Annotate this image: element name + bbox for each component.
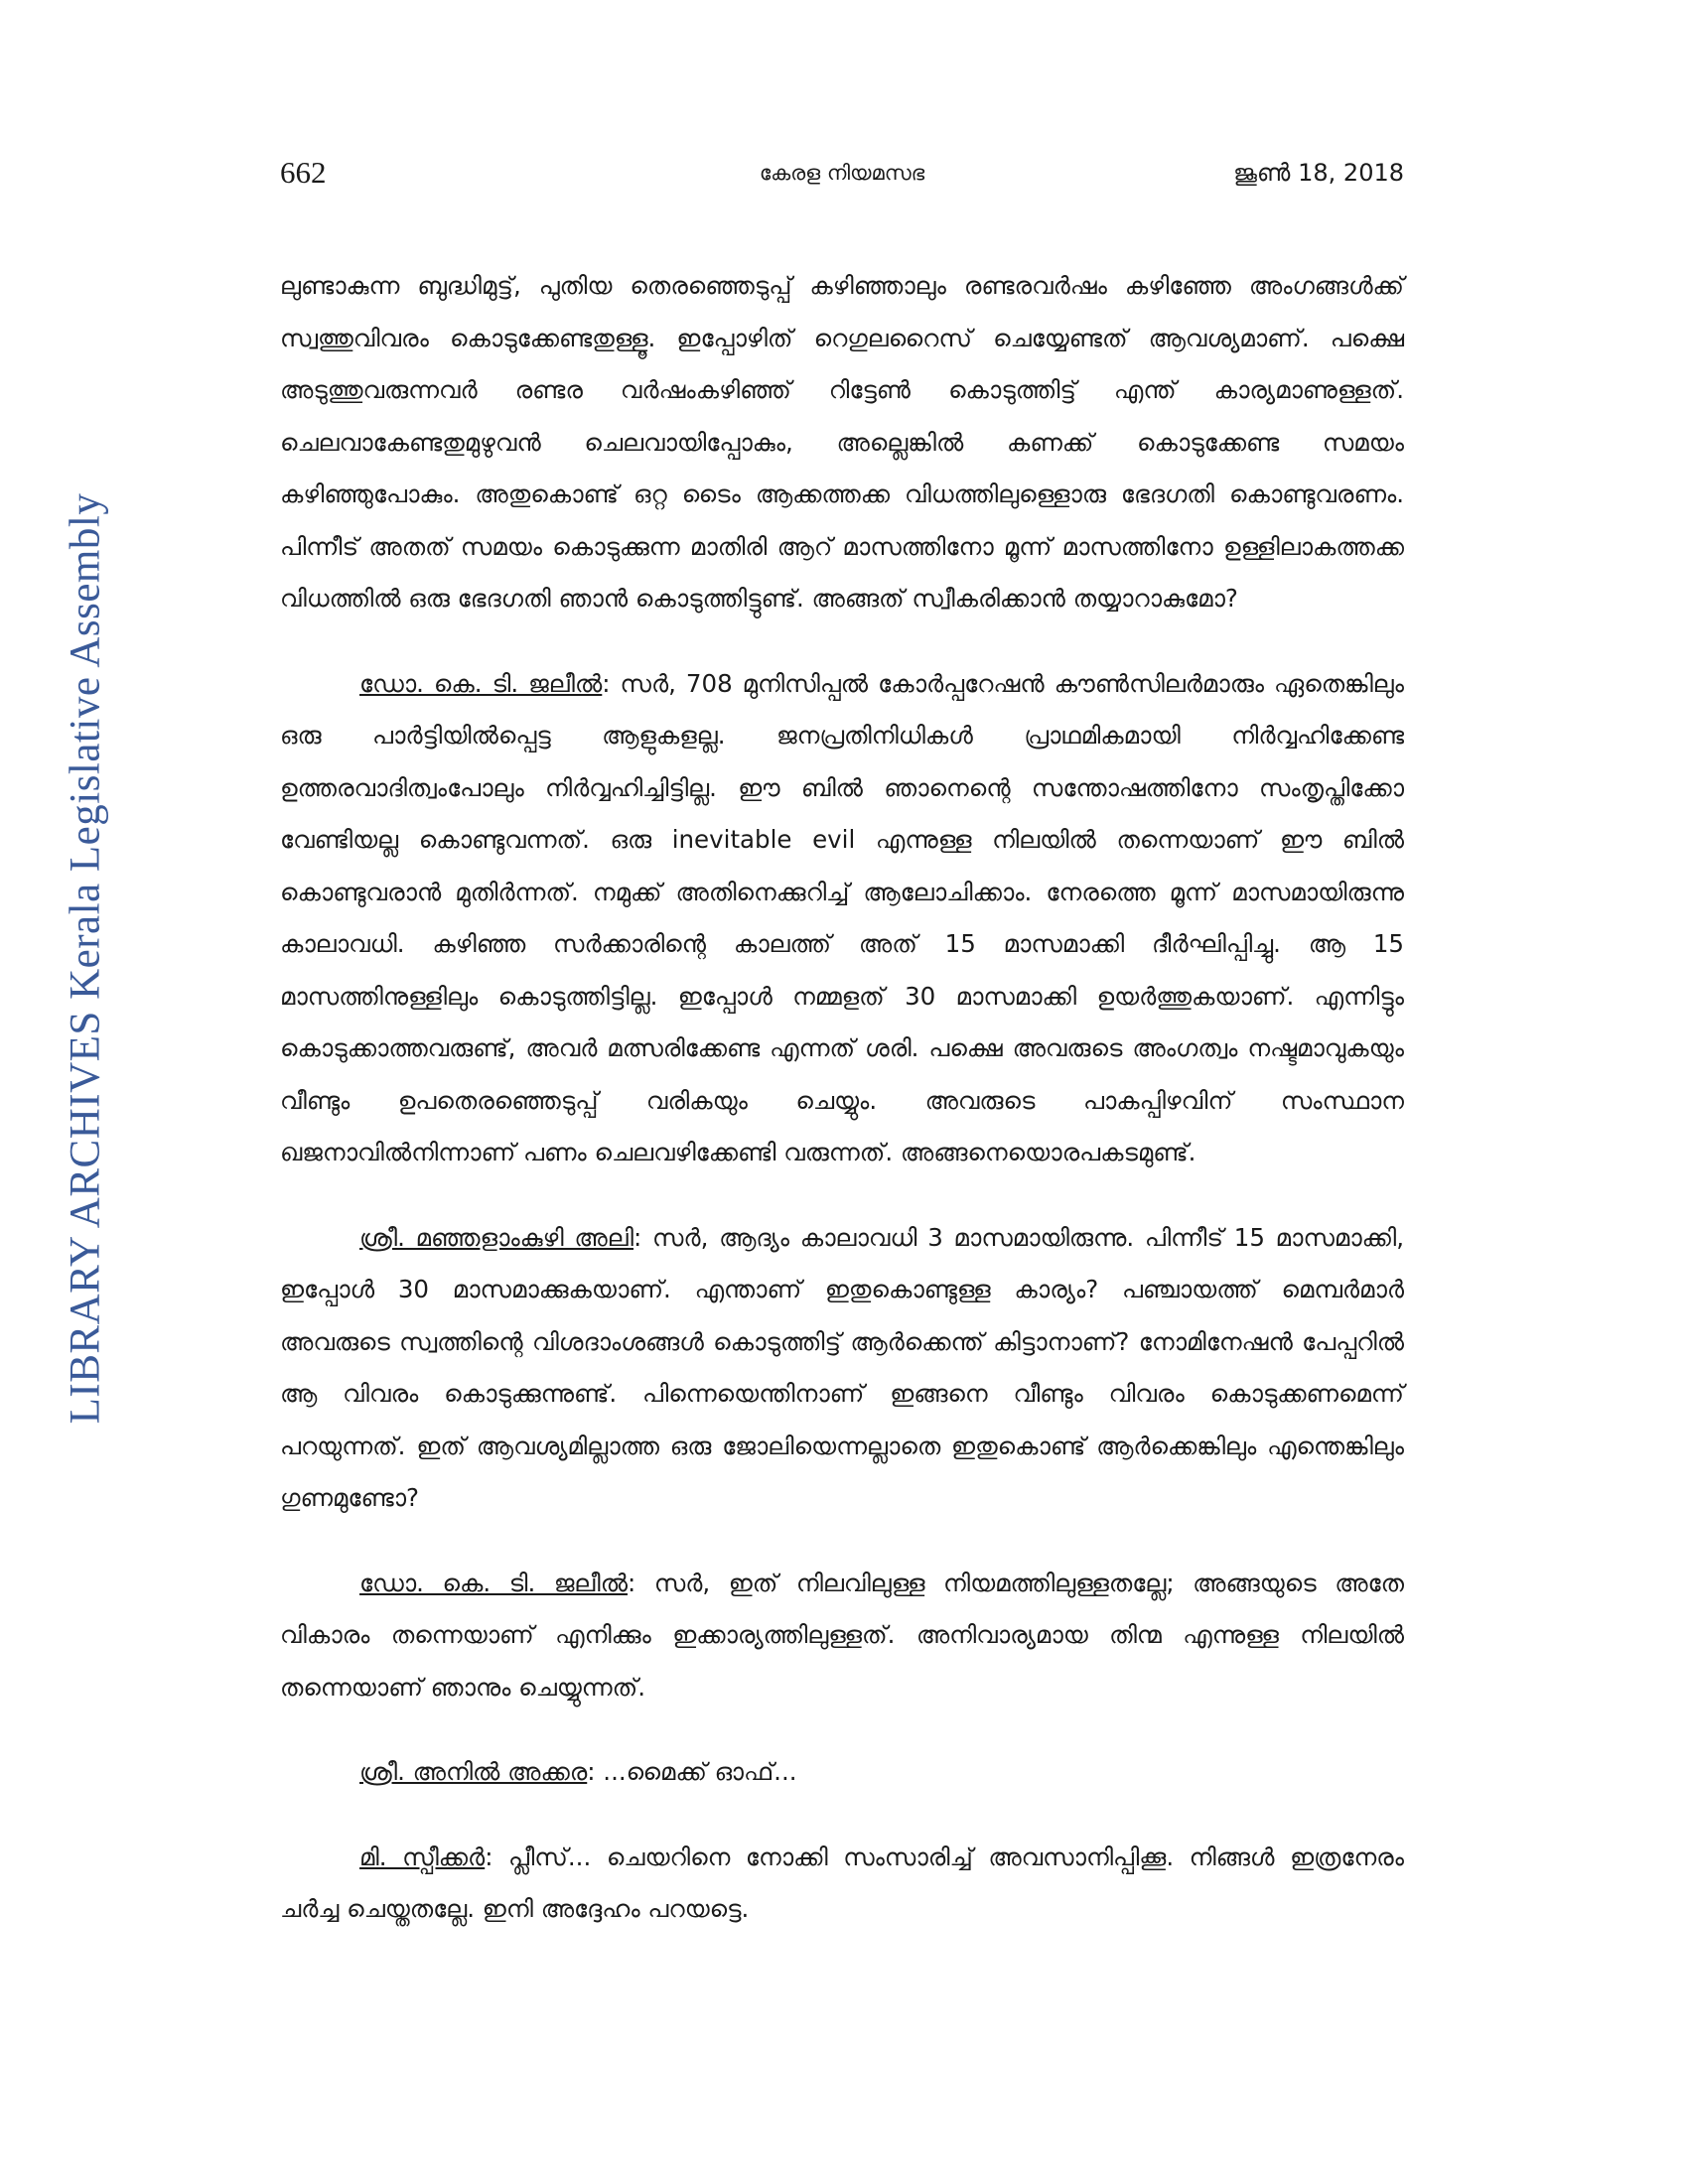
paragraph (280, 1212, 1404, 1525)
page-number: 662 (280, 155, 327, 190)
paragraph (280, 1558, 1404, 1714)
watermark-text: LIBRARY ARCHIVES Kerala Legislative Assembly (62, 492, 109, 1424)
paragraph (280, 1832, 1404, 1936)
speaker-name: ശ്രീ. അനിൽ അക്കര (359, 1757, 588, 1786)
speech-text: : സർ, 708 മുനിസിപ്പൽ കോർപ്പറേഷൻ കൗൺസിലർമാരും ഏതെങ്കിലും ഒരു പാർട്ടിയിൽപ്പെട്ട ആളുകളല്ല. ജനപ്രതിനിധികൾ പ്രാഥമികമായി നിർവ്വഹിക്കേണ്ട ഉത്തരവാദിത്വംപോലും നിർവ്വഹിച്ചിട്ടില്ല. ഈ ബിൽ ഞാനെന്റെ സന്തോഷത്തിനോ സംതൃപ്തിക്കോ വേണ്ടിയല്ല കൊണ്ടുവന്നത്. ഒരു inevitable evil എന്നുള്ള നിലയിൽ തന്നെയാണ് ഈ ബിൽ കൊണ്ടുവരാൻ മുതിർന്നത്. നമുക്ക് അതിനെക്കുറിച്ച് ആലോചിക്കാം. നേരത്തെ മൂന്ന് മാസമായിരുന്നു കാലാവധി. കഴിഞ്ഞ സർക്കാരിന്റെ കാലത്ത് അത് 15 മാസമാക്കി ദീർഘിപ്പിച്ചു. ആ 15 മാസത്തിനുള്ളിലും കൊടുത്തിട്ടില്ല. ഇപ്പോൾ നമ്മളത് 30 മാസമാക്കി ഉയർത്തുകയാണ്. എന്നിട്ടും കൊടുക്കാത്തവരുണ്ട്, അവർ മത്സരിക്കേണ്ട എന്നത് ശരി. പക്ഷെ അവരുടെ അംഗത്വം നഷ്ടമാവുകയും വീണ്ടും ഉപതെരഞ്ഞെടുപ്പ് വരികയും ചെയ്യും. അവരുടെ പാകപ്പിഴവിന് സംസ്ഥാന ഖജനാവിൽനിന്നാണ് പണം ചെലവഴിക്കേണ്ടി വരുന്നത്. അങ്ങനെയൊരപകടമുണ്ട്. (280, 668, 1404, 1166)
page-body (280, 260, 1404, 1969)
paragraph (280, 260, 1404, 625)
page-header (280, 155, 1404, 195)
speaker-name: ഡോ. കെ. ടി. ജലീൽ (359, 1568, 628, 1597)
speech-text: : സർ, ആദ്യം കാലാവധി 3 മാസമായിരുന്നു. പിന്നീട് 15 മാസമാക്കി, ഇപ്പോൾ 30 മാസമാക്കുകയാണ്. എന്താണ് ഇതുകൊണ്ടുള്ള കാര്യം? പഞ്ചായത്ത് മെമ്പർമാർ അവരുടെ സ്വത്തിന്റെ വിശദാംശങ്ങൾ കൊടുത്തിട്ട് ആർക്കെന്ത് കിട്ടാനാണ്? നോമിനേഷൻ പേപ്പറിൽ ആ വിവരം കൊടുക്കുന്നുണ്ട്. പിന്നെയെന്തിനാണ് ഇങ്ങനെ വീണ്ടും വിവരം കൊടുക്കണമെന്ന് പറയുന്നത്. ഇത് ആവശ്യമില്ലാത്ത ഒരു ജോലിയെന്നല്ലാതെ ഇതുകൊണ്ട് ആർക്കെങ്കിലും എന്തെങ്കിലും ഗുണമുണ്ടോ? (280, 1222, 1404, 1512)
speech-text: : പ്ലീസ്... ചെയറിനെ നോക്കി സംസാരിച്ച് അവസാനിപ്പിക്കൂ. നിങ്ങൾ ഇത്രനേരം ചർച്ച ചെയ്തതല്ലേ. ഇനി അദ്ദേഹം പറയട്ടെ. (280, 1842, 1404, 1923)
speaker-name: ഡോ. കെ. ടി. ജലീൽ (359, 668, 603, 698)
header-date: ജൂൺ 18, 2018 (1233, 159, 1404, 187)
running-title: കേരള നിയമസഭ (759, 161, 925, 185)
speech-text: : ...മൈക്ക് ഓഫ്... (587, 1757, 797, 1786)
paragraph (280, 658, 1404, 1179)
paragraph-text: ലുണ്ടാകുന്ന ബുദ്ധിമുട്ട്, പുതിയ തെരഞ്ഞെടുപ്പ് കഴിഞ്ഞാലും രണ്ടരവർഷം കഴിഞ്ഞേ അംഗങ്ങൾക്ക് സ്വത്തുവിവരം കൊടുക്കേണ്ടതുള്ളൂ. ഇപ്പോഴിത് റെഗുലറൈസ് ചെയ്യേണ്ടത് ആവശ്യമാണ്. പക്ഷെ അടുത്തുവരുന്നവർ രണ്ടര വർഷംകഴിഞ്ഞ് റിട്ടേൺ കൊടുത്തിട്ട് എന്ത് കാര്യമാണുള്ളത്. ചെലവാകേണ്ടതുമുഴുവൻ ചെലവായിപ്പോകും, അല്ലെങ്കിൽ കണക്ക് കൊടുക്കേണ്ട സമയം കഴിഞ്ഞുപോകും. അതുകൊണ്ട് ഒറ്റ ടൈം ആക്കത്തക്ക വിധത്തിലുള്ളൊരു ഭേദഗതി കൊണ്ടുവരണം. പിന്നീട് അതത് സമയം കൊടുക്കുന്ന മാതിരി ആറ് മാസത്തിനോ മൂന്ന് മാസത്തിനോ ഉള്ളിലാകത്തക്ക വിധത്തിൽ ഒരു ഭേദഗതി ഞാൻ കൊടുത്തിട്ടുണ്ട്. അങ്ങത് സ്വീകരിക്കാൻ തയ്യാറാകുമോ? (280, 271, 1404, 613)
speech-text: : സർ, ഇത് നിലവിലുള്ള നിയമത്തിലുള്ളതല്ലേ; അങ്ങയുടെ അതേ വികാരം തന്നെയാണ് എനിക്കും ഇക്കാര്യത്തിലുള്ളത്. അനിവാര്യമായ തിന്മ എന്നുള്ള നിലയിൽ തന്നെയാണ് ഞാനും ചെയ്യുന്നത്. (280, 1568, 1404, 1702)
speaker-name: ശ്രീ. മഞ്ഞളാംകുഴി അലി (359, 1222, 634, 1252)
watermark (36, 338, 135, 1578)
paragraph (280, 1746, 1404, 1799)
speaker-name: മി. സ്പീക്കർ (359, 1842, 486, 1871)
